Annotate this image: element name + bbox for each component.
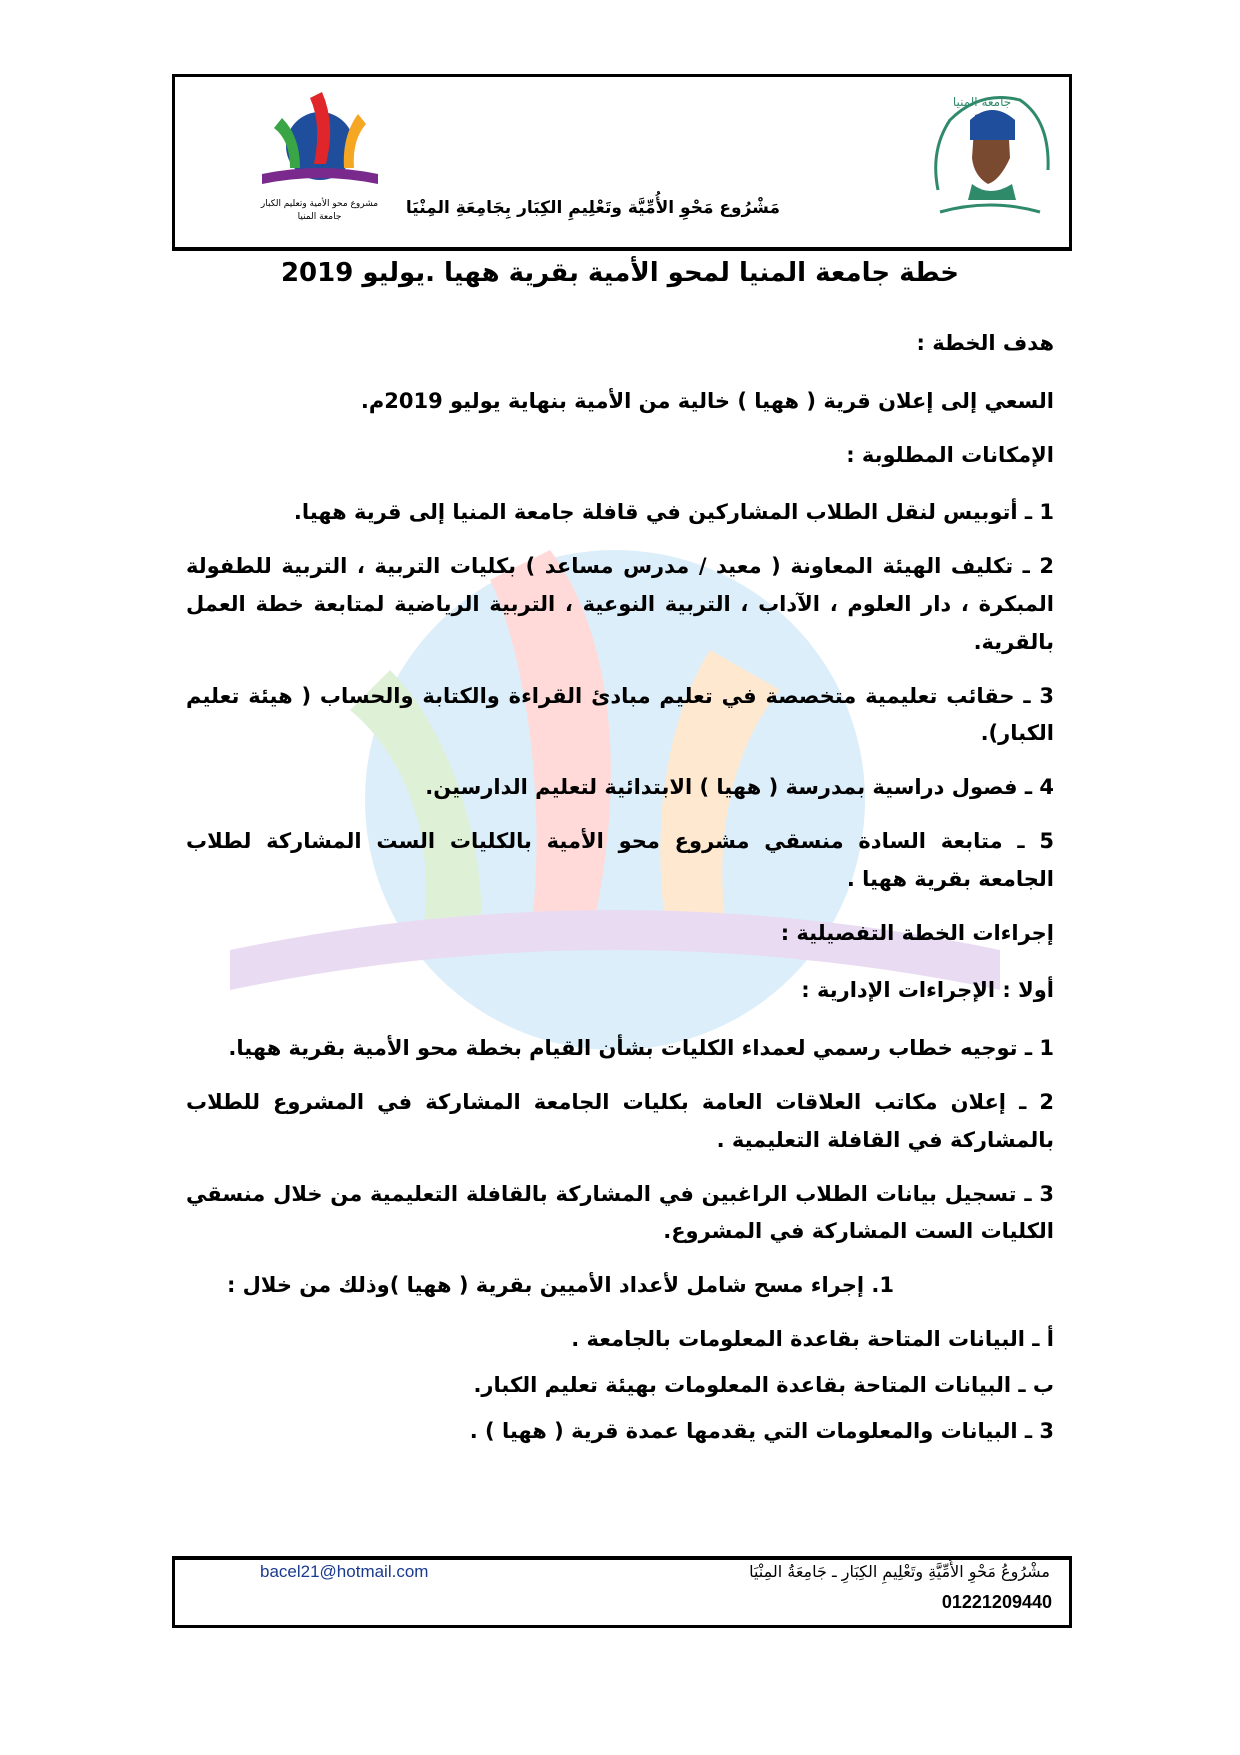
admin-item: 2 ـ إعلان مكاتب العلاقات العامة بكليات الجامعة المشاركة في المشروع للطلاب بالمشاركة في القافلة التعليمية .	[186, 1089, 1054, 1152]
resource-item: 1 ـ أتوبيس لنقل الطلاب المشاركين في قافلة جامعة المنيا إلى قرية ههيا.	[293, 500, 1054, 525]
survey-heading: 1. إجراء مسح شامل لأعداد الأميين بقرية ( ههيا )وذلك من خلال :	[226, 1273, 894, 1298]
university-logo	[920, 80, 1058, 230]
resource-item: 5 ـ متابعة السادة منسقي مشروع محو الأمية بالكليات الست المشاركة لطلاب الجامعة بقرية ههيا .	[186, 828, 1054, 891]
footer-phone: 01221209440	[941, 1592, 1052, 1612]
resource-item: 4 ـ فصول دراسية بمدرسة ( ههيا ) الابتدائية لتعليم الدارسين.	[425, 775, 1054, 800]
project-logo-line1: مشروع محو الأمية وتعليم الكبار	[260, 199, 379, 209]
footer-project-name: مشْرُوعُ مَحْوِ الأُمِّيَّةِ وتَعْلِيمِ الكِبَارِ ـ جَامِعَةُ المِنْيَا	[749, 1562, 1050, 1581]
procedures-heading: إجراءات الخطة التفصيلية :	[780, 920, 1054, 945]
survey-item: 3 ـ البيانات والمعلومات التي يقدمها عمدة قرية ( ههيا ) .	[469, 1418, 1054, 1443]
admin-item: 1 ـ توجيه خطاب رسمي لعمداء الكليات بشأن القيام بخطة محو الأمية بقرية ههيا.	[228, 1036, 1054, 1061]
resources-heading: الإمكانات المطلوبة :	[846, 442, 1054, 467]
page-title: خطة جامعة المنيا لمحو الأمية بقرية ههيا .يوليو 2019	[280, 258, 960, 288]
goal-heading: هدف الخطة :	[916, 331, 1054, 355]
survey-item: ب ـ البيانات المتاحة بقاعدة المعلومات بهيئة تعليم الكبار.	[473, 1372, 1054, 1397]
resource-item: 3 ـ حقائب تعليمية متخصصة في تعليم مبادئ القراءة والكتابة والحساب ( هيئة تعليم الكبار).	[186, 683, 1054, 746]
resource-item: 2 ـ تكليف الهيئة المعاونة ( معيد / مدرس مساعد ) بكليات التربية ، التربية للطفولة المبكرة ، دار العلوم ، الآداب ، التربية النوعية ، التربية الرياضية لمتابعة خطة العمل بالقرية.	[186, 554, 1054, 654]
goal-text: السعي إلى إعلان قرية ( ههيا ) خالية من الأمية بنهاية يوليو 2019م.	[360, 388, 1054, 413]
admin-procedures-heading: أولا : الإجراءات الإدارية :	[801, 978, 1054, 1003]
project-logo	[252, 84, 387, 234]
university-logo-text: جامعة المنيا	[952, 95, 1012, 109]
admin-item: 3 ـ تسجيل بيانات الطلاب الراغبين في المشاركة بالقافلة التعليمية من خلال منسقي الكليات الست المشاركة في المشروع.	[186, 1181, 1054, 1244]
header-project-name: مَشْرُوع مَحْوِ الأُمِّيَّة وتَعْلِيمِ الكِبَار بِجَامِعَةِ المِنْيَا	[405, 198, 780, 218]
project-logo-graphic	[252, 84, 387, 194]
project-logo-caption	[252, 198, 387, 223]
document-body	[186, 325, 1054, 1458]
survey-item: أ ـ البيانات المتاحة بقاعدة المعلومات بالجامعة .	[571, 1326, 1054, 1351]
project-logo-line2: جامعة المنيا	[297, 211, 342, 222]
footer-email[interactable]: bacel21@hotmail.com	[260, 1562, 429, 1581]
